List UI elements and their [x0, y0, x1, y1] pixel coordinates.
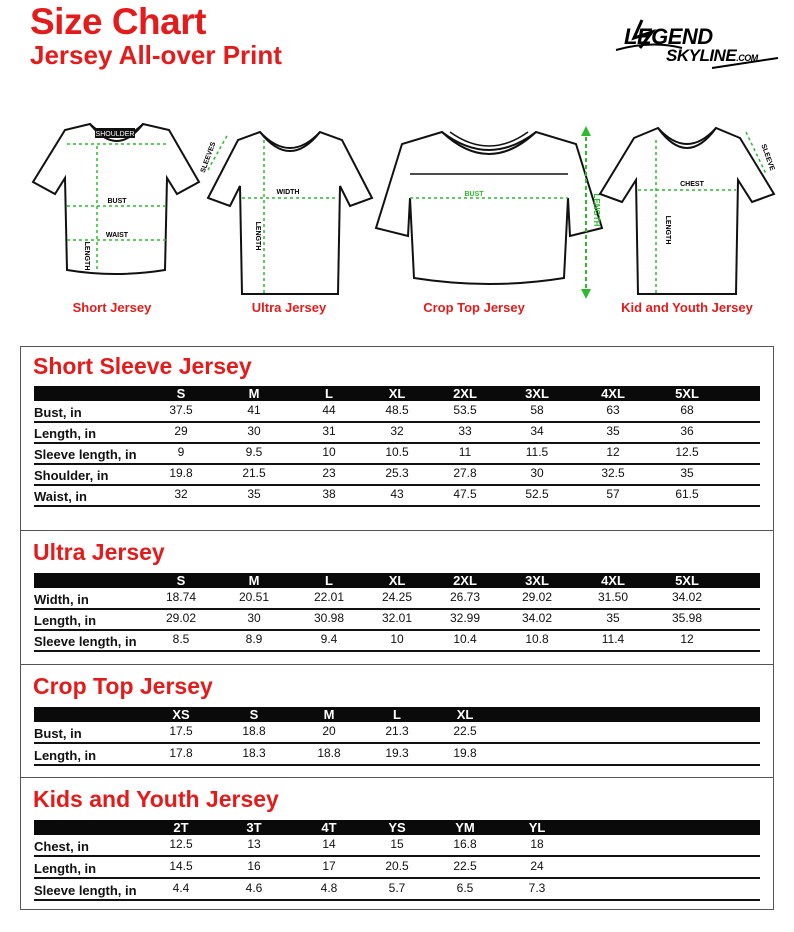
size-header-row	[34, 386, 760, 401]
size-header-cell: 3XL	[525, 386, 549, 401]
size-header-cell: 2XL	[453, 573, 477, 588]
table-cell: 10.8	[525, 632, 549, 646]
table-cell: 4.6	[245, 881, 263, 895]
table-cell: 43	[390, 487, 404, 501]
table-cell: 4.4	[172, 881, 190, 895]
sleeves-label: SLEEVES	[200, 141, 218, 174]
table-cell: 19.8	[453, 746, 477, 760]
table-cell: 15	[390, 837, 404, 851]
row-label: Sleeve length, in	[34, 634, 137, 649]
table-cell: 48.5	[385, 403, 409, 417]
table-cell: 47.5	[453, 487, 477, 501]
table-cell: 5.7	[388, 881, 406, 895]
size-header-cell: YL	[528, 820, 546, 835]
table-cell: 10.4	[453, 632, 477, 646]
table-cell: 29.02	[521, 590, 553, 604]
table-cell: 30	[247, 424, 261, 438]
table-cell: 12.5	[169, 837, 193, 851]
size-header-cell: 4T	[321, 820, 337, 835]
table-cell: 18	[530, 837, 544, 851]
table-cell: 35	[680, 466, 694, 480]
table-cell: 8.9	[245, 632, 263, 646]
table-cell: 12	[606, 445, 620, 459]
table-cell: 34	[530, 424, 544, 438]
table-cell: 10	[390, 632, 404, 646]
row-label: Length, in	[34, 613, 97, 628]
caption-short-jersey: Short Jersey	[72, 300, 152, 315]
table-cell: 32	[390, 424, 404, 438]
table-cell: 11.5	[525, 445, 549, 459]
bust-label: BUST	[107, 198, 127, 205]
width-label: WIDTH	[276, 189, 300, 196]
size-header-cell: XL	[388, 386, 406, 401]
table-cell: 10.5	[385, 445, 409, 459]
table-cell: 20.5	[385, 859, 409, 873]
size-header-cell: 3XL	[525, 573, 549, 588]
short-jersey-illustration	[25, 110, 205, 300]
table-cell: 29.02	[165, 611, 197, 625]
size-header-cell: M	[323, 707, 335, 722]
table-cell: 41	[247, 403, 261, 417]
size-table-1	[20, 530, 774, 665]
table-row	[34, 744, 760, 766]
row-label: Length, in	[34, 426, 97, 441]
size-header-cell: XS	[172, 707, 190, 722]
table-row	[34, 722, 760, 744]
table-cell: 18.8	[317, 746, 341, 760]
size-header-cell: M	[248, 386, 260, 401]
table-cell: 9.5	[245, 445, 263, 459]
caption-ultra-jersey: Ultra Jersey	[251, 300, 327, 315]
table-cell: 20	[322, 724, 336, 738]
table-row	[34, 588, 760, 610]
table-cell: 13	[247, 837, 261, 851]
table-cell: 19.8	[169, 466, 193, 480]
table-cell: 11.4	[601, 632, 625, 646]
table-cell: 19.3	[385, 746, 409, 760]
table-cell: 38	[322, 487, 336, 501]
kid-youth-jersey-illustration	[596, 110, 781, 300]
bust-label: BUST	[464, 191, 484, 198]
row-label: Shoulder, in	[34, 468, 109, 483]
size-header-cell: M	[248, 573, 260, 588]
row-label: Bust, in	[34, 726, 82, 741]
row-label: Chest, in	[34, 839, 89, 854]
table-cell: 53.5	[453, 403, 477, 417]
table-row	[34, 835, 760, 857]
table-cell: 24.25	[381, 590, 413, 604]
table-cell: 63	[606, 403, 620, 417]
table-cell: 22.5	[453, 859, 477, 873]
table-cell: 34.02	[671, 590, 703, 604]
table-cell: 21.3	[385, 724, 409, 738]
caption-kid-youth-jersey: Kid and Youth Jersey	[621, 300, 753, 315]
size-header-cell: S	[176, 386, 186, 401]
row-label: Waist, in	[34, 489, 87, 504]
table-cell: 8.5	[172, 632, 190, 646]
table-cell: 27.8	[453, 466, 477, 480]
size-header-cell: 5XL	[675, 386, 699, 401]
size-header-row	[34, 820, 760, 835]
table-row	[34, 401, 760, 423]
table-cell: 44	[322, 403, 336, 417]
table-cell: 35.98	[671, 611, 703, 625]
table-cell: 57	[606, 487, 620, 501]
row-label: Length, in	[34, 748, 97, 763]
table-cell: 35	[606, 424, 620, 438]
table-cell: 26.73	[449, 590, 481, 604]
table-cell: 9	[177, 445, 185, 459]
table-cell: 68	[680, 403, 694, 417]
table-cell: 17	[322, 859, 336, 873]
size-header-cell: L	[325, 573, 333, 588]
logo-text-top: LEGEND	[624, 24, 713, 49]
table-cell: 12	[680, 632, 694, 646]
table-cell: 36	[680, 424, 694, 438]
row-label: Width, in	[34, 592, 89, 607]
table-cell: 12.5	[675, 445, 699, 459]
length-label: LENGTH	[592, 193, 601, 227]
table-cell: 6.5	[456, 881, 474, 895]
table-row	[34, 857, 760, 879]
size-header-cell: 4XL	[601, 573, 625, 588]
table-cell: 35	[247, 487, 261, 501]
size-header-cell: XL	[456, 707, 474, 722]
size-header-cell: 2XL	[453, 386, 477, 401]
size-header-row	[34, 573, 760, 588]
size-header-cell: 2T	[173, 820, 189, 835]
table-cell: 16	[247, 859, 261, 873]
size-table-3	[20, 777, 774, 910]
page-subtitle: Jersey All-over Print	[30, 40, 282, 70]
table-cell: 32	[174, 487, 188, 501]
table-cell: 25.3	[385, 466, 409, 480]
row-label: Bust, in	[34, 405, 82, 420]
size-table-2	[20, 664, 774, 778]
table-cell: 61.5	[675, 487, 699, 501]
table-cell: 22.5	[453, 724, 477, 738]
table-cell: 31.50	[597, 590, 629, 604]
length-label: LENGTH	[254, 221, 261, 251]
table-cell: 20.51	[238, 590, 270, 604]
table-row	[34, 464, 760, 486]
table-row	[34, 485, 760, 507]
table-cell: 14.5	[169, 859, 193, 873]
table-cell: 37.5	[169, 403, 193, 417]
size-header-cell: 4XL	[601, 386, 625, 401]
size-header-cell: 3T	[246, 820, 262, 835]
size-table-0	[20, 346, 774, 531]
table-title: Crop Top Jersey	[33, 673, 213, 699]
chest-label: CHEST	[680, 181, 704, 188]
row-label: Sleeve length, in	[34, 447, 137, 462]
table-cell: 33	[458, 424, 472, 438]
table-cell: 17.8	[169, 746, 193, 760]
table-cell: 21.5	[242, 466, 266, 480]
length-label: LENGTH	[83, 241, 90, 271]
table-cell: 52.5	[525, 487, 549, 501]
table-row	[34, 443, 760, 465]
table-row	[34, 422, 760, 444]
table-cell: 11	[458, 445, 472, 459]
crop-top-jersey-illustration	[370, 110, 610, 300]
caption-crop-top-jersey: Crop Top Jersey	[423, 300, 525, 315]
row-label: Length, in	[34, 861, 97, 876]
waist-label: WAIST	[105, 232, 129, 239]
shoulder-label: SHOULDER	[95, 131, 135, 138]
size-header-cell: 5XL	[675, 573, 699, 588]
length-label: LENGTH	[664, 215, 671, 245]
table-cell: 30	[530, 466, 544, 480]
size-header-cell: YS	[388, 820, 406, 835]
table-title: Ultra Jersey	[33, 539, 165, 565]
size-header-cell: S	[176, 573, 186, 588]
size-header-cell: YM	[455, 820, 475, 835]
table-cell: 7.3	[528, 881, 546, 895]
table-row	[34, 609, 760, 631]
table-cell: 22.01	[313, 590, 345, 604]
sleeve-label: SLEEVE	[759, 143, 776, 172]
table-title: Short Sleeve Jersey	[33, 353, 252, 379]
table-cell: 14	[322, 837, 336, 851]
table-cell: 18.3	[242, 746, 266, 760]
table-cell: 10	[322, 445, 336, 459]
brand-logo[interactable]	[612, 18, 782, 70]
table-row	[34, 630, 760, 652]
table-cell: 32.01	[381, 611, 413, 625]
table-cell: 4.8	[320, 881, 338, 895]
table-cell: 32.99	[449, 611, 481, 625]
table-cell: 16.8	[453, 837, 477, 851]
table-cell: 35	[606, 611, 620, 625]
table-cell: 58	[530, 403, 544, 417]
table-cell: 17.5	[169, 724, 193, 738]
row-label: Sleeve length, in	[34, 883, 137, 898]
table-cell: 29	[174, 424, 188, 438]
size-header-cell: S	[249, 707, 259, 722]
page-title: Size Chart	[30, 1, 206, 42]
table-cell: 32.5	[601, 466, 625, 480]
table-title: Kids and Youth Jersey	[33, 786, 279, 812]
table-cell: 30	[247, 611, 261, 625]
size-header-cell: L	[393, 707, 401, 722]
table-cell: 9.4	[320, 632, 338, 646]
logo-text-bottom: SKYLINE.COM	[666, 46, 758, 65]
table-cell: 31	[322, 424, 336, 438]
table-row	[34, 879, 760, 901]
size-header-row	[34, 707, 760, 722]
table-cell: 18.74	[165, 590, 197, 604]
size-header-cell: XL	[388, 573, 406, 588]
ultra-jersey-illustration	[200, 110, 380, 300]
size-header-cell: L	[325, 386, 333, 401]
table-cell: 18.8	[242, 724, 266, 738]
table-cell: 30.98	[313, 611, 345, 625]
table-cell: 23	[322, 466, 336, 480]
table-cell: 34.02	[521, 611, 553, 625]
table-cell: 24	[530, 859, 544, 873]
